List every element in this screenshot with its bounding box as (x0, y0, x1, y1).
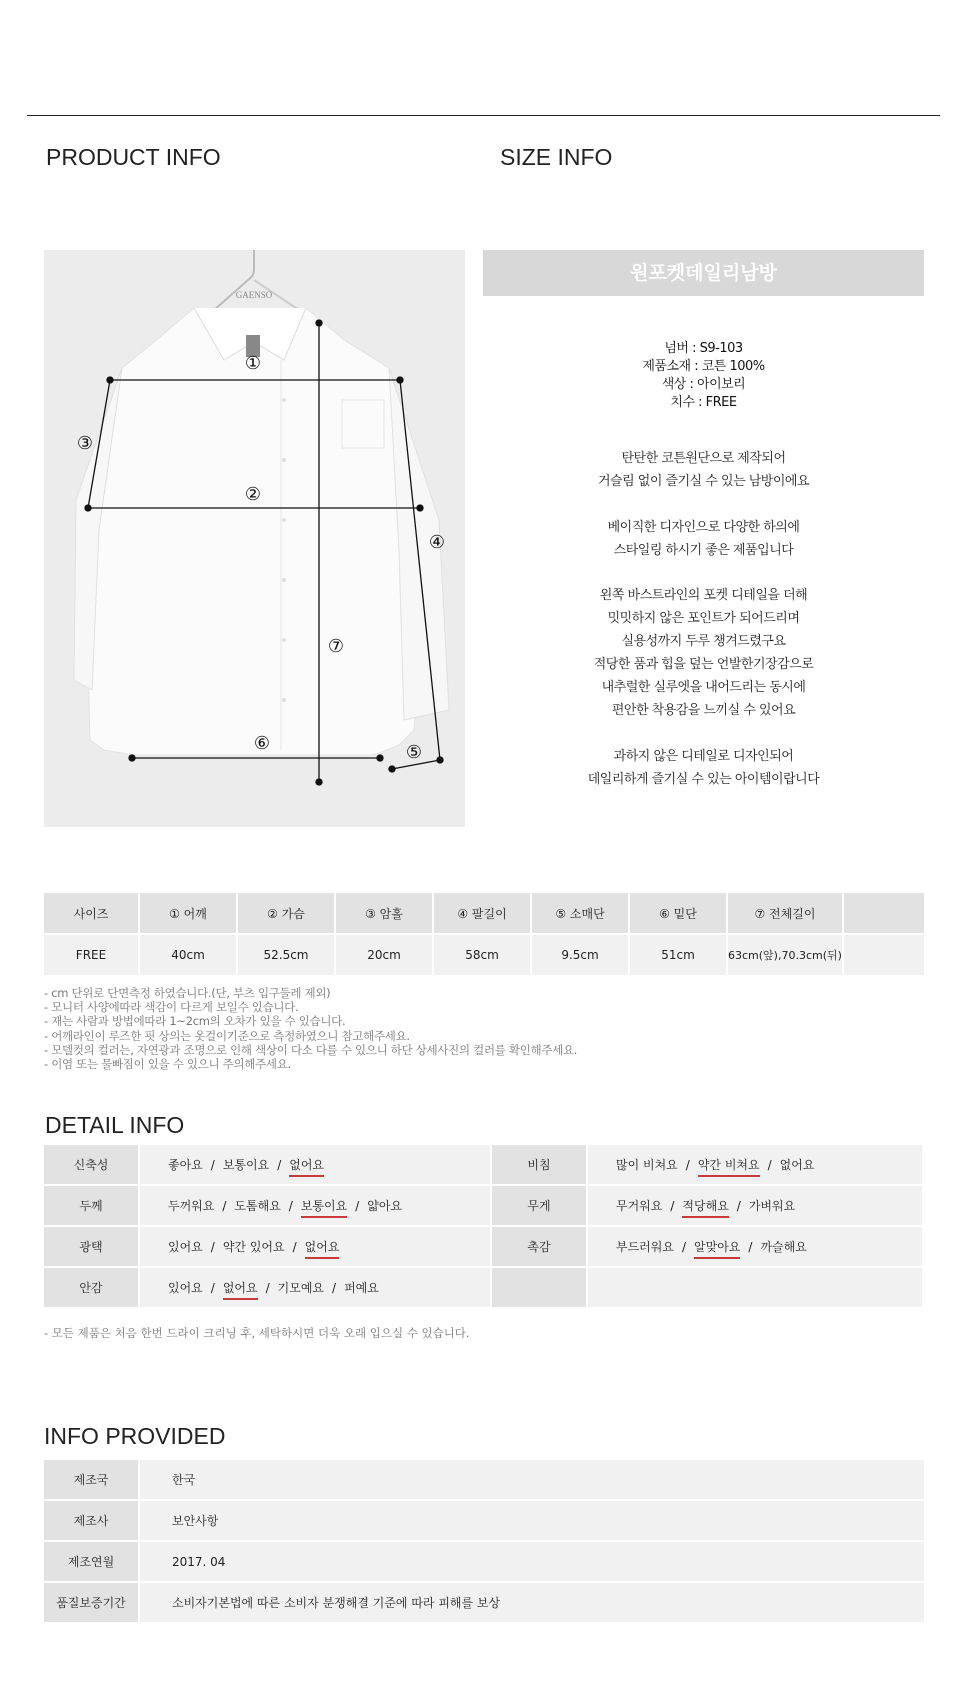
size-value-cell (843, 934, 925, 976)
size-value-cell: 51cm (629, 934, 727, 976)
detail-option: 약간 있어요 (222, 1240, 285, 1254)
detail-option: 가벼워요 (748, 1199, 796, 1213)
description-line: 탄탄한 코튼원단으로 제작되어 (621, 451, 786, 466)
size-table (44, 893, 926, 977)
info-value: 2017. 04 (139, 1541, 924, 1582)
detail-option-selected: 보통이요 (301, 1199, 347, 1218)
detail-options (139, 1267, 491, 1308)
description-line: 왼쪽 바스트라인의 포켓 디테일을 더해 (599, 588, 808, 603)
size-header-cell: 사이즈 (44, 893, 139, 934)
detail-row (44, 1267, 923, 1308)
size-header-cell: ⑤ 소매단 (531, 893, 629, 934)
detail-label: 촉감 (491, 1226, 587, 1267)
note-line: - 재는 사람과 방법에따라 1~2cm의 오차가 있을 수 있습니다. (44, 1014, 346, 1029)
detail-info-heading: DETAIL INFO (45, 1112, 185, 1138)
detail-options (139, 1185, 491, 1226)
description-group-3 (483, 584, 924, 722)
marker-2: ② (244, 484, 262, 505)
size-header-cell: ② 가슴 (237, 893, 335, 934)
option-separator: / (288, 1199, 293, 1213)
marker-6: ⑥ (253, 733, 271, 754)
size-table-value-row (44, 934, 925, 976)
option-separator: / (292, 1240, 297, 1254)
hanger-brand-text: GAENSO (235, 290, 273, 300)
size-header-cell (843, 893, 925, 934)
description-line: 내추럴한 실루엣을 내어드리는 동시에 (601, 680, 806, 695)
detail-option: 없어요 (779, 1158, 815, 1172)
size-header-cell: ④ 팔길이 (433, 893, 531, 934)
description-line: 베이직한 디자인으로 다양한 하의에 (607, 520, 800, 535)
option-separator: / (265, 1281, 270, 1295)
option-separator: / (681, 1240, 687, 1254)
spec-size: 치수 : FREE (670, 395, 737, 410)
detail-option-selected: 없어요 (223, 1281, 258, 1300)
description-line: 편안한 착용감을 느끼실 수 있어요 (611, 703, 796, 718)
description-line: 거슬림 없이 즐기실 수 있는 남방이에요 (597, 474, 810, 489)
detail-label: 신축성 (44, 1145, 139, 1185)
description-line: 적당한 품과 힙을 덮는 언발한기장감으로 (593, 657, 814, 672)
option-separator: / (685, 1158, 690, 1172)
product-info-heading: PRODUCT INFO (46, 144, 221, 170)
description-group-1 (483, 447, 924, 493)
detail-option-selected: 알맞아요 (694, 1240, 740, 1259)
detail-options (587, 1226, 923, 1267)
info-label: 제조사 (44, 1500, 139, 1541)
detail-option: 얇아요 (367, 1199, 403, 1213)
option-separator: / (670, 1199, 675, 1213)
detail-options (139, 1145, 491, 1185)
description-line: 밋밋하지 않은 포인트가 되어드리며 (607, 611, 800, 626)
product-name-bar: 원포켓데일리남방 (483, 250, 924, 296)
info-provided-heading: INFO PROVIDED (44, 1423, 226, 1449)
size-header-cell: ⑦ 전체길이 (727, 893, 843, 934)
marker-7: ⑦ (327, 636, 345, 657)
info-label: 제조연월 (44, 1541, 139, 1582)
option-separator: / (210, 1240, 215, 1254)
detail-label: 비침 (491, 1145, 587, 1185)
marker-5: ⑤ (405, 742, 423, 763)
size-value-cell: 52.5cm (237, 934, 335, 976)
detail-label: 무게 (491, 1185, 587, 1226)
detail-option: 까슬해요 (760, 1240, 807, 1254)
info-value: 한국 (139, 1460, 924, 1500)
detail-options (139, 1226, 491, 1267)
description-group-4 (483, 745, 924, 791)
note-line: - cm 단위로 단면측정 하였습니다.(단, 부츠 입구둘레 제외) (44, 986, 331, 1000)
spec-color: 색상 : 아이보리 (661, 377, 746, 392)
description-group-2 (483, 516, 924, 562)
size-info-heading: SIZE INFO (500, 144, 613, 170)
size-header-cell: ③ 암홀 (335, 893, 433, 934)
info-row (44, 1500, 924, 1541)
info-row (44, 1541, 924, 1582)
detail-label: 광택 (44, 1226, 139, 1267)
note-line: - 모델컷의 컬러는, 자연광과 조명으로 인해 색상이 다소 다를 수 있으니 하단 상세사진의 컬러를 확인해주세요. (44, 1042, 578, 1057)
info-label: 품질보증기간 (44, 1582, 139, 1623)
detail-option: 좋아요 (168, 1158, 203, 1172)
note-line: - 이염 또는 물빠짐이 있을 수 있으니 주의해주세요. (44, 1057, 291, 1072)
detail-option: 많이 비쳐요 (616, 1158, 678, 1172)
detail-option: 기모예요 (277, 1281, 325, 1295)
detail-label (491, 1267, 587, 1308)
detail-row (44, 1145, 923, 1185)
marker-4: ④ (428, 532, 446, 553)
option-separator: / (277, 1158, 282, 1172)
detail-option-selected: 약간 비쳐요 (698, 1158, 760, 1177)
marker-1: ① (244, 353, 262, 374)
option-separator: / (210, 1158, 215, 1172)
detail-option: 퍼예요 (344, 1281, 379, 1295)
size-value-cell: 58cm (433, 934, 531, 976)
detail-options (587, 1267, 923, 1308)
size-value-cell: 9.5cm (531, 934, 629, 976)
size-header-cell: ① 어깨 (139, 893, 237, 934)
detail-note: - 모든 제품은 처음 한번 드라이 크리닝 후, 세탁하시면 더욱 오래 입으실 수 있습니다. (44, 1326, 470, 1340)
info-table (44, 1460, 924, 1624)
detail-option: 있어요 (168, 1240, 203, 1254)
size-notes (44, 986, 577, 1071)
size-value-cell: 20cm (335, 934, 433, 976)
size-value-cell: 40cm (139, 934, 237, 976)
spec-list (483, 340, 924, 412)
option-separator: / (332, 1281, 337, 1295)
description-line: 실용성까지 두루 챙겨드렸구요 (621, 634, 786, 649)
size-value-cell: 63cm(앞),70.3cm(뒤) (727, 934, 843, 976)
info-value: 보안사항 (139, 1500, 924, 1541)
product-photo (44, 250, 465, 827)
detail-options (587, 1145, 923, 1185)
spec-number: 넘버 : S9-103 (664, 341, 743, 356)
option-separator: / (210, 1281, 215, 1295)
detail-option: 있어요 (168, 1281, 203, 1295)
option-separator: / (767, 1158, 772, 1172)
detail-options (587, 1185, 923, 1226)
option-separator: / (748, 1240, 753, 1254)
size-table-header-row (44, 893, 925, 934)
info-value: 소비자기본법에 따른 소비자 분쟁해결 기준에 따라 피해를 보상 (139, 1582, 924, 1623)
detail-row (44, 1185, 923, 1226)
detail-row (44, 1226, 923, 1267)
option-separator: / (355, 1199, 360, 1213)
size-header-cell: ⑥ 밑단 (629, 893, 727, 934)
top-divider (27, 115, 940, 116)
detail-option-selected: 적당해요 (682, 1199, 728, 1218)
info-row (44, 1460, 924, 1500)
detail-option: 두꺼워요 (168, 1199, 215, 1213)
size-value-cell: FREE (44, 934, 139, 976)
marker-3: ③ (76, 433, 94, 454)
detail-option: 도톰해요 (234, 1199, 281, 1213)
detail-option-selected: 없어요 (305, 1240, 340, 1259)
detail-option: 부드러워요 (616, 1240, 674, 1254)
note-line: - 어깨라인이 루즈한 핏 상의는 옷걸이기준으로 측정하였으니 참고해주세요. (44, 1028, 410, 1043)
note-line: - 모니터 사양에따라 색감이 다르게 보일수 있습니다. (44, 1000, 299, 1015)
detail-option: 보통이요 (222, 1158, 270, 1172)
detail-label: 두께 (44, 1185, 139, 1226)
option-separator: / (736, 1199, 741, 1213)
option-separator: / (222, 1199, 227, 1213)
description-line: 과하지 않은 디테일로 디자인되어 (613, 749, 794, 764)
description-line: 스타일링 하시기 좋은 제품입니다 (613, 543, 794, 558)
info-label: 제조국 (44, 1460, 139, 1500)
detail-option: 무거워요 (616, 1199, 663, 1213)
detail-table (44, 1145, 924, 1309)
spec-material: 제품소재 : 코튼 100% (642, 359, 765, 374)
info-row (44, 1582, 924, 1623)
detail-option-selected: 없어요 (289, 1158, 324, 1177)
detail-label: 안감 (44, 1267, 139, 1308)
description-line: 데일리하게 즐기실 수 있는 아이템이랍니다 (587, 772, 820, 787)
